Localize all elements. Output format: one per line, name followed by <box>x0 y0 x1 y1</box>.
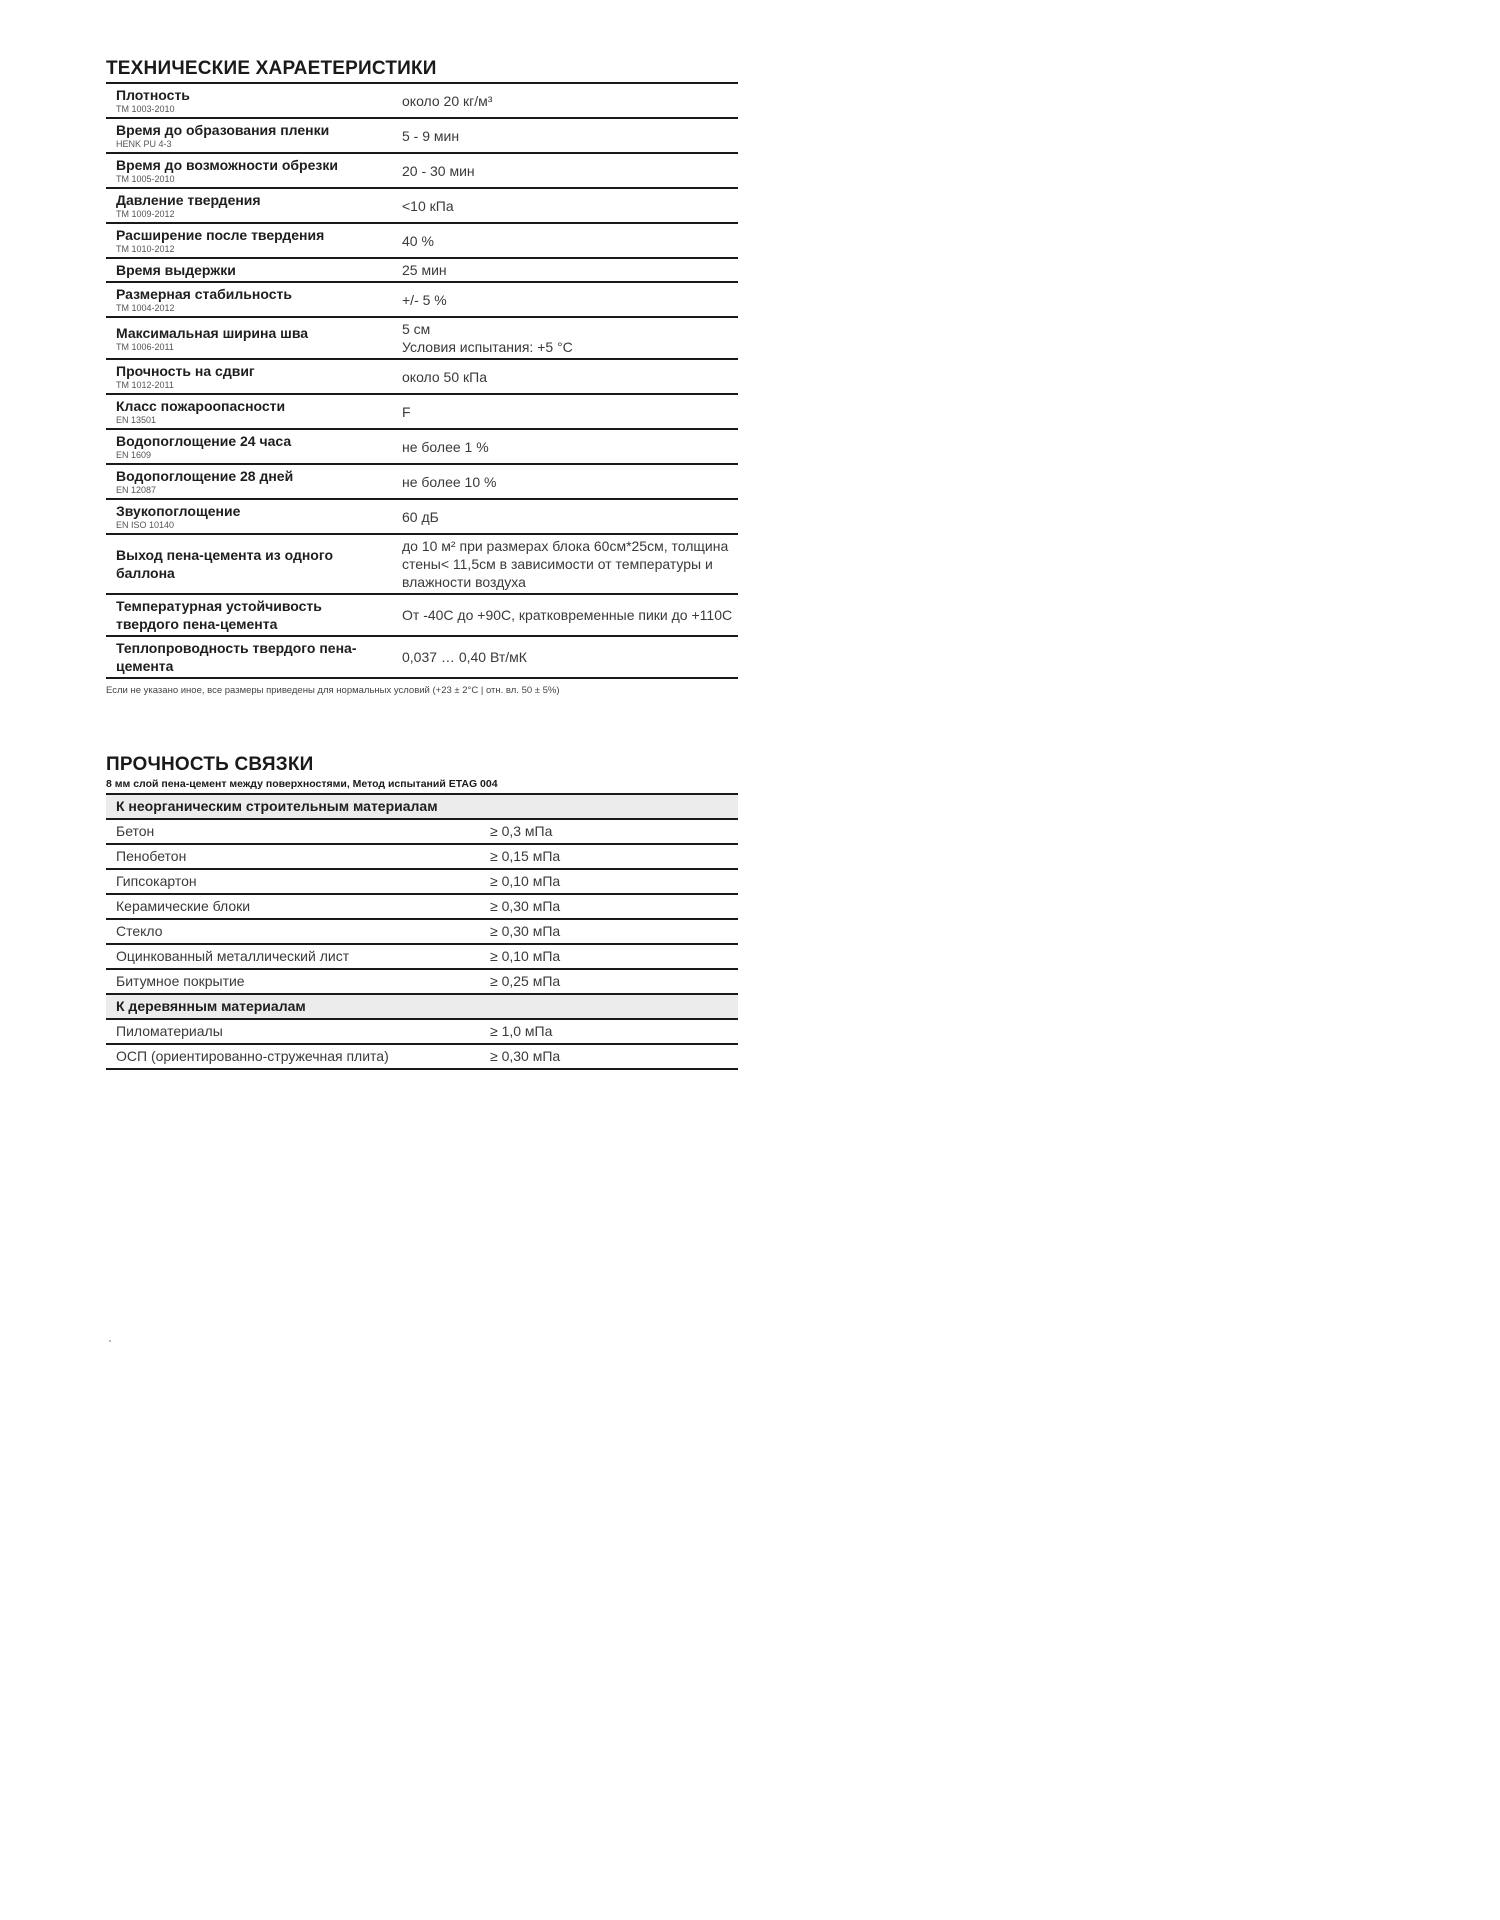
tech-footnote: Если не указано иное, все размеры приведены для нормальных условий (+23 ± 2°C | отн. вл. 50 ± 5%) <box>106 685 560 696</box>
bond-material: Гипсокартон <box>106 869 480 894</box>
document-page <box>106 58 738 1070</box>
bond-strength-table <box>106 793 738 1070</box>
bond-value: ≥ 0,30 мПа <box>480 919 738 944</box>
bond-material: Керамические блоки <box>106 894 480 919</box>
bond-value: ≥ 0,30 мПа <box>480 894 738 919</box>
spec-row <box>106 83 738 118</box>
spec-row <box>106 594 738 636</box>
spec-standard: EN ISO 10140 <box>116 520 175 530</box>
spec-name-cell <box>106 534 392 594</box>
bond-value: ≥ 0,15 мПа <box>480 844 738 869</box>
spec-value: От -40С до +90С, кратковременные пики до +110С <box>392 594 738 636</box>
spec-name: Выход пена-цемента из одного баллона <box>116 547 334 581</box>
bond-row <box>106 969 738 994</box>
spec-name-cell <box>106 394 392 429</box>
spec-standard: TM 1003-2010 <box>116 104 175 114</box>
bond-value: ≥ 0,30 мПа <box>480 1044 738 1069</box>
bond-row <box>106 869 738 894</box>
spec-name: Прочность на сдвиг <box>116 363 255 379</box>
spec-row <box>106 464 738 499</box>
spec-name: Температурная устойчивость твердого пена-цемента <box>116 598 322 632</box>
spec-value: +/- 5 % <box>392 282 738 317</box>
page-mark <box>109 1340 111 1342</box>
spec-name-cell <box>106 118 392 153</box>
spec-value: 20 - 30 мин <box>392 153 738 188</box>
spec-row <box>106 188 738 223</box>
spec-name-cell <box>106 188 392 223</box>
spec-name-cell <box>106 223 392 258</box>
spec-row <box>106 282 738 317</box>
spec-name: Плотность <box>116 87 190 103</box>
bond-material: Бетон <box>106 819 480 844</box>
spec-value: не более 1 % <box>392 429 738 464</box>
spec-name: Время до образования пленки <box>116 122 330 138</box>
spec-value: до 10 м² при размерах блока 60см*25см, толщина стены< 11,5см в зависимости от температуры и влажности воздуха <box>392 534 738 594</box>
spec-value: <10 кПа <box>392 188 738 223</box>
spec-row <box>106 317 738 359</box>
spec-name: Размерная стабильность <box>116 286 292 302</box>
spec-name-cell <box>106 636 392 678</box>
spec-row <box>106 118 738 153</box>
spec-name: Максимальная ширина шва <box>116 324 309 341</box>
spec-name-cell <box>106 359 392 394</box>
bond-value: ≥ 1,0 мПа <box>480 1019 738 1044</box>
spec-standard: EN 1609 <box>116 450 152 460</box>
spec-name-cell <box>106 464 392 499</box>
bond-material: Битумное покрытие <box>106 969 480 994</box>
spec-row <box>106 258 738 282</box>
spec-standard: TM 1009-2012 <box>116 209 175 219</box>
spec-row <box>106 153 738 188</box>
spec-row <box>106 429 738 464</box>
bond-row <box>106 1019 738 1044</box>
tech-specs-title: ТЕХНИЧЕСКИЕ ХАРАЕТЕРИСТИКИ <box>106 58 437 79</box>
spec-name-cell <box>106 282 392 317</box>
spec-row <box>106 223 738 258</box>
spec-standard: TM 1005-2010 <box>116 174 175 184</box>
spec-name: Звукопоглощение <box>116 503 241 519</box>
spec-standard: EN 13501 <box>116 415 157 425</box>
spec-standard: TM 1006-2011 <box>116 341 174 352</box>
spec-row <box>106 359 738 394</box>
spec-name: Водопоглощение 28 дней <box>116 468 294 484</box>
bond-row <box>106 919 738 944</box>
spec-value: 60 дБ <box>392 499 738 534</box>
spec-value: F <box>392 394 738 429</box>
bond-material: Оцинкованный металлический лист <box>106 944 480 969</box>
bond-group-row <box>106 794 738 819</box>
bond-group-heading: К деревянным материалам <box>106 994 738 1019</box>
spec-value: 5 - 9 мин <box>392 118 738 153</box>
spec-row <box>106 636 738 678</box>
spec-standard: HENK PU 4-3 <box>116 139 172 149</box>
bond-material: Пиломатериалы <box>106 1019 480 1044</box>
spec-value: около 20 кг/м³ <box>392 83 738 118</box>
bond-group-heading: К неорганическим строительным материалам <box>106 794 738 819</box>
spec-value: около 50 кПа <box>392 359 738 394</box>
bond-value: ≥ 0,10 мПа <box>480 944 738 969</box>
bond-group-row <box>106 994 738 1019</box>
spec-name-cell <box>106 258 392 282</box>
spec-value: 5 см Условия испытания: +5 °C <box>392 317 738 359</box>
spec-standard: TM 1012-2011 <box>116 380 174 390</box>
spec-name: Водопоглощение 24 часа <box>116 433 292 449</box>
spec-value: 25 мин <box>392 258 738 282</box>
spec-name-cell <box>106 153 392 188</box>
spec-standard: TM 1010-2012 <box>116 244 175 254</box>
spec-name-cell <box>106 594 392 636</box>
spec-value: 40 % <box>392 223 738 258</box>
bond-row <box>106 894 738 919</box>
bond-material: ОСП (ориентированно-стружечная плита) <box>106 1044 480 1069</box>
spec-row <box>106 394 738 429</box>
bond-row <box>106 944 738 969</box>
spec-value: 0,037 … 0,40 Вт/мК <box>392 636 738 678</box>
spec-value: не более 10 % <box>392 464 738 499</box>
bond-row <box>106 1044 738 1069</box>
bond-value: ≥ 0,3 мПа <box>480 819 738 844</box>
spec-row <box>106 499 738 534</box>
bond-row <box>106 844 738 869</box>
bond-row <box>106 819 738 844</box>
spec-name: Время до возможности обрезки <box>116 157 338 173</box>
spec-name: Расширение после твердения <box>116 227 325 243</box>
tech-specs-table <box>106 82 738 679</box>
bond-value: ≥ 0,10 мПа <box>480 869 738 894</box>
spec-name: Класс пожароопасности <box>116 398 286 414</box>
spec-name-cell <box>106 499 392 534</box>
spec-name: Время выдержки <box>116 262 236 278</box>
spec-name-cell <box>106 429 392 464</box>
spec-row <box>106 534 738 594</box>
bond-material: Пенобетон <box>106 844 480 869</box>
bond-value: ≥ 0,25 мПа <box>480 969 738 994</box>
bond-material: Стекло <box>106 919 480 944</box>
spec-name-cell <box>106 317 392 359</box>
spec-standard: EN 12087 <box>116 485 157 495</box>
bond-strength-title: ПРОЧНОСТЬ СВЯЗКИ <box>106 754 314 775</box>
bond-strength-subtitle: 8 мм слой пена-цемент между поверхностями, Метод испытаний ETAG 004 <box>106 778 498 790</box>
spec-name: Давление твердения <box>116 192 261 208</box>
spec-name: Теплопроводность твердого пена-цемента <box>116 640 357 674</box>
spec-standard: TM 1004-2012 <box>116 303 175 313</box>
spec-name-cell <box>106 83 392 118</box>
